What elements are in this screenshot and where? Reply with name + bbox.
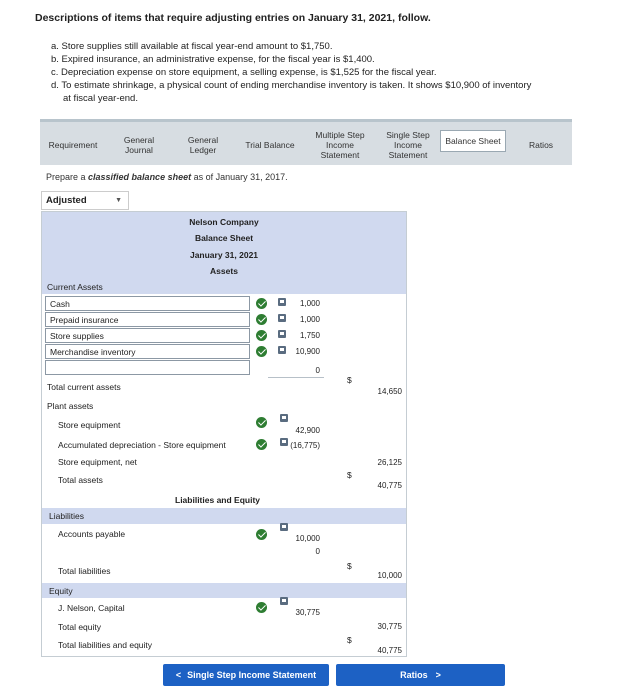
total-equity-amount[interactable]: 30,775: [377, 622, 402, 631]
chevron-left-icon: <: [175, 670, 182, 680]
total-current-assets-label: Total current assets: [47, 382, 121, 392]
statement-name: Balance Sheet: [194, 233, 254, 243]
tab-requirement[interactable]: Requirement: [48, 140, 98, 150]
flag-icon: [280, 597, 288, 605]
chevron-right-icon: >: [435, 670, 441, 680]
check-icon: [256, 314, 267, 325]
store-equipment-label[interactable]: Store equipment: [58, 420, 121, 430]
store-equipment-amount[interactable]: 42,900: [295, 426, 320, 435]
blank-amount[interactable]: 0: [315, 366, 320, 375]
assets-header: Assets: [210, 266, 238, 276]
total-liabilities-equity-label: Total liabilities and equity: [58, 640, 153, 650]
flag-icon: [280, 414, 288, 422]
total-liabilities-amount[interactable]: 10,000: [377, 571, 402, 580]
cash-amount[interactable]: 1,000: [299, 299, 320, 308]
store-supplies-amount[interactable]: 1,750: [299, 331, 320, 340]
prepaid-insurance-amount[interactable]: 1,000: [299, 315, 320, 324]
check-icon: [256, 298, 267, 309]
cash-account-input[interactable]: Cash: [45, 296, 250, 311]
liabilities-blank-amount[interactable]: 0: [315, 547, 320, 556]
item-b: b. Expired insurance, an administrative expense, for the fiscal year is $1,400.: [51, 54, 375, 65]
accumulated-depreciation-label[interactable]: Accumulated depreciation - Store equipment: [58, 440, 226, 450]
item-a: a. Store supplies still available at fiscal year-end amount to $1,750.: [51, 41, 333, 52]
check-icon: [256, 417, 267, 428]
capital-label[interactable]: J. Nelson, Capital: [58, 603, 125, 613]
total-liabilities-label: Total liabilities: [58, 566, 111, 576]
item-d: d. To estimate shrinkage, a physical count of ending merchandise inventory is taken. It shows $10,900 of inventory: [51, 80, 532, 91]
flag-icon: [280, 523, 288, 531]
balance-sheet-worksheet: Nelson Company Balance Sheet January 31, 2021 Assets Current Assets Cash Prepaid insurance Store supplies Merchandise inventory 1,000 1,000 1,750 10,900 0 Total current assets $ 14,650 Plant assets Store equipment Accumulated depreciation - Store equipment 42,900 (16,775) Store equipment, net 26,125 Total assets $ 40,775 Liabilities and Equity Liabilities Accounts payable 10,000 0 Total liabilities $ 10,000 Equity J. Nelson, Capital 30,775 Total equity 30,775 Total liabilities and equity $ 40,775: [41, 211, 407, 657]
plant-assets-label: Plant assets: [47, 401, 94, 411]
liabilities-equity-header: Liabilities and Equity: [175, 495, 261, 505]
tab-balance-sheet[interactable]: Balance Sheet: [440, 130, 506, 152]
requirement-tabs: [40, 119, 572, 165]
statement-date: January 31, 2021: [189, 250, 259, 260]
total-assets-amount[interactable]: 40,775: [377, 481, 402, 490]
check-icon: [256, 602, 267, 613]
adjusting-items-list: [51, 40, 531, 105]
instructions: Prepare a classified balance sheet as of January 31, 2017.: [46, 172, 288, 182]
check-icon: [256, 346, 267, 357]
capital-amount[interactable]: 30,775: [295, 608, 320, 617]
merchandise-inventory-input[interactable]: Merchandise inventory: [45, 344, 250, 359]
adjusted-dropdown[interactable]: Adjusted ▼: [41, 191, 129, 210]
accumulated-depreciation-amount[interactable]: (16,775): [290, 441, 320, 450]
total-equity-label: Total equity: [58, 622, 101, 632]
tab-single-step-income-statement[interactable]: Single Step Income Statement: [386, 130, 430, 160]
tab-trial-balance[interactable]: Trial Balance: [245, 140, 295, 150]
store-equipment-net-label: Store equipment, net: [58, 457, 137, 467]
accounts-payable-label[interactable]: Accounts payable: [58, 529, 126, 539]
store-supplies-input[interactable]: Store supplies: [45, 328, 250, 343]
merchandise-inventory-amount[interactable]: 10,900: [295, 347, 320, 356]
equity-label: Equity: [49, 586, 73, 596]
total-liabilities-equity-amount[interactable]: 40,775: [377, 646, 402, 655]
problem-title: Descriptions of items that require adjusting entries on January 31, 2021, follow.: [35, 12, 431, 24]
tab-general-ledger[interactable]: General Ledger: [187, 135, 219, 155]
chevron-down-icon: ▼: [115, 197, 122, 204]
total-current-assets-amount[interactable]: 14,650: [377, 387, 402, 396]
store-equipment-net-amount[interactable]: 26,125: [377, 458, 402, 467]
tab-general-journal[interactable]: General Journal: [123, 135, 155, 155]
current-assets-label: Current Assets: [47, 282, 103, 292]
check-icon: [256, 330, 267, 341]
item-c: c. Depreciation expense on store equipment, a selling expense, is $1,525 for the fiscal year.: [51, 67, 437, 78]
company-name: Nelson Company: [189, 217, 259, 227]
prepaid-insurance-input[interactable]: Prepaid insurance: [45, 312, 250, 327]
accounts-payable-amount[interactable]: 10,000: [295, 534, 320, 543]
next-button[interactable]: Ratios >: [336, 664, 505, 686]
total-assets-label: Total assets: [58, 475, 103, 485]
check-icon: [256, 529, 267, 540]
tab-multiple-step-income-statement[interactable]: Multiple Step Income Statement: [315, 130, 365, 160]
item-d-continued: at fiscal year-end.: [63, 93, 138, 104]
prev-button[interactable]: < Single Step Income Statement: [163, 664, 329, 686]
check-icon: [256, 439, 267, 450]
tab-ratios[interactable]: Ratios: [528, 140, 554, 150]
blank-account-input[interactable]: [45, 360, 250, 375]
liabilities-label: Liabilities: [49, 511, 84, 521]
